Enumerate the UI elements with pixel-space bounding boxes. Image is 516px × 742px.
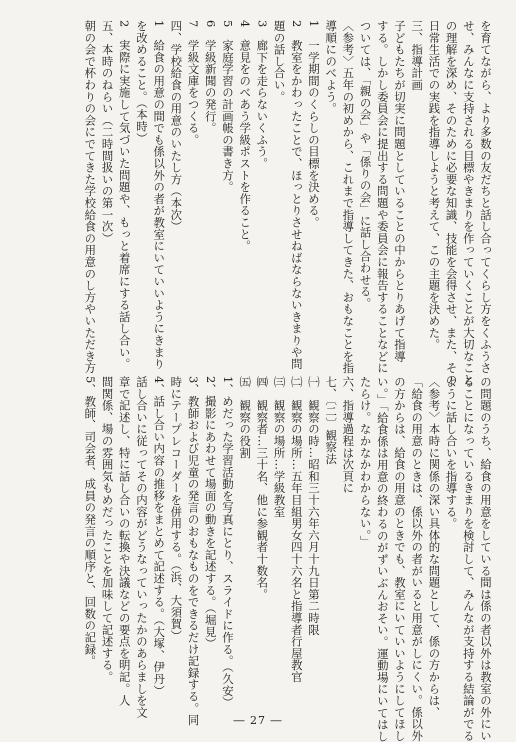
text-line: 子どもたちが切実に問題としていることの中からとりあげて指導 [392,20,407,363]
text-line: 1、めだった学習活動を写真にとり、スライドに作る。（久安） [220,376,235,709]
text-line: ㈣ 観察者…三十名、他に参観者十数名。 [255,376,270,601]
text-line: 1 一学期間のくらしの目標を決める。 [306,20,321,229]
text-line: 五、本時のねらい（二時間扱いの第一次） [100,20,115,245]
text-line: 「給食の用意のときは、係以外の者がいると用意がしにくい。係以外 [410,376,425,742]
upper-text-column [81,20,494,386]
text-line: 七、〔二〕観察法 [324,376,339,465]
text-line: 3、教師および児童の発言のおもなものをできるだけ記録する。同 [186,376,201,726]
text-line: 4、話し合い内容の推移をまとめて記述する。（大塚、伊丹） [152,376,167,697]
text-line: 5 家庭学習の計画帳の書き方。 [220,20,235,193]
text-line: 1 給食の用意の間でも係以外の者が教室にいていいようにきまり [152,20,167,370]
text-line: 朝の会で杯わりの会にでてきた学校給食の用意のし方やいただき方 [83,20,98,374]
text-line: ㈢ 観察の場所…学級教室 [272,376,287,518]
text-line: 三、指導計画 [410,20,425,91]
text-line: ㈡ 観察の場所…五年目組男女四十六名と指導者行屋教官 [289,376,304,683]
text-line: を改めること。（本時） [134,20,149,145]
text-line: 6 学級新聞の発行。 [203,20,218,134]
text-line: の方からは、給食の用意のときでも、教室にいていいようにしてほし [392,376,407,742]
text-line: 章で記述し、特に話し合いの転換や決議などの要点を明記。人 [117,376,132,707]
text-line: 7 学級文庫をつくる。 [186,20,201,146]
text-line: 時にテープレコーダーを併用する。（浜、大須賀） [169,376,184,642]
text-line: せ、みんなに支持される目標やきまりを作っていくことが大切なこと [461,20,476,386]
text-line: たらけ。なかなかわからない。」 [358,376,373,548]
text-line: 話し合いに従ってその内容がどうなっていったかのあらましを文 [134,376,149,719]
text-line: ることになっているきまりを検討して、みんなが支持する結論がでる [461,376,476,742]
text-line: 題の話し合い。 [272,20,287,103]
text-line: い。」「給食係は用意の終わるのがずいぶんおそい。運動場にいてはし [375,376,390,742]
text-line: ついては、「親の会」や「係りの会」に話し合わせる。 [358,20,373,310]
text-line: 六、指導過程は次頁に [341,376,356,494]
text-line: 日常生活での実践を指導しようと考えて、この主題を決めた。 [427,20,442,351]
text-line: 2 実際に実施して気づいた問題や、もっと着席にする話し合い。 [117,20,132,370]
text-line: 2 教室をかわったことで、ほっとりさせねばならないきまりや問 [289,20,304,370]
text-line: 〈参考〉五年の初めから、これまで指導してきた、おもなことを指 [341,20,356,374]
text-line: 間関係、場の雰囲気もめだったことを加味して記述する。 [100,376,115,683]
text-line: の問題のうち、給食の用意をしている間は係の者以外は教室の外にい [479,376,493,742]
text-line: を育てながら、より多数の友だちと話し合ってくらし方をくふうさ [479,20,493,374]
text-line: 〈参考〉本時に関係の深い具体的な問題として、係の方からは、 [427,376,442,719]
text-line: 5、教師、司会者、成員の発言の順序と、回数の記録。 [83,376,98,667]
text-line: ㈤ 観察の役割 [238,376,253,459]
text-line: の理解を深め、そのために必要な知識、技能を会得させ、また、その [444,20,459,386]
text-line: 3 廊下を走らないくふう。 [255,20,270,170]
text-line: ㈠ 観察の時…昭和三十六年六月十九日第二時限 [306,376,321,636]
text-line: 導順にのべよう。 [324,20,339,115]
text-line: 4 意見をのべあう学級ポストを作ること。 [238,20,253,252]
text-line: する。しかし委員会に提出する問題や委員会に報告することなどに [375,20,390,374]
text-line: ように話し合いを指導する。 [444,376,459,530]
text-line: 2、撮影にあわせて場面の動きを記述する。（堀見） [203,376,218,650]
text-line: 四、学校給食の用意のいたし方（本次） [169,20,184,233]
page-number: ― 27 ― [233,714,283,727]
